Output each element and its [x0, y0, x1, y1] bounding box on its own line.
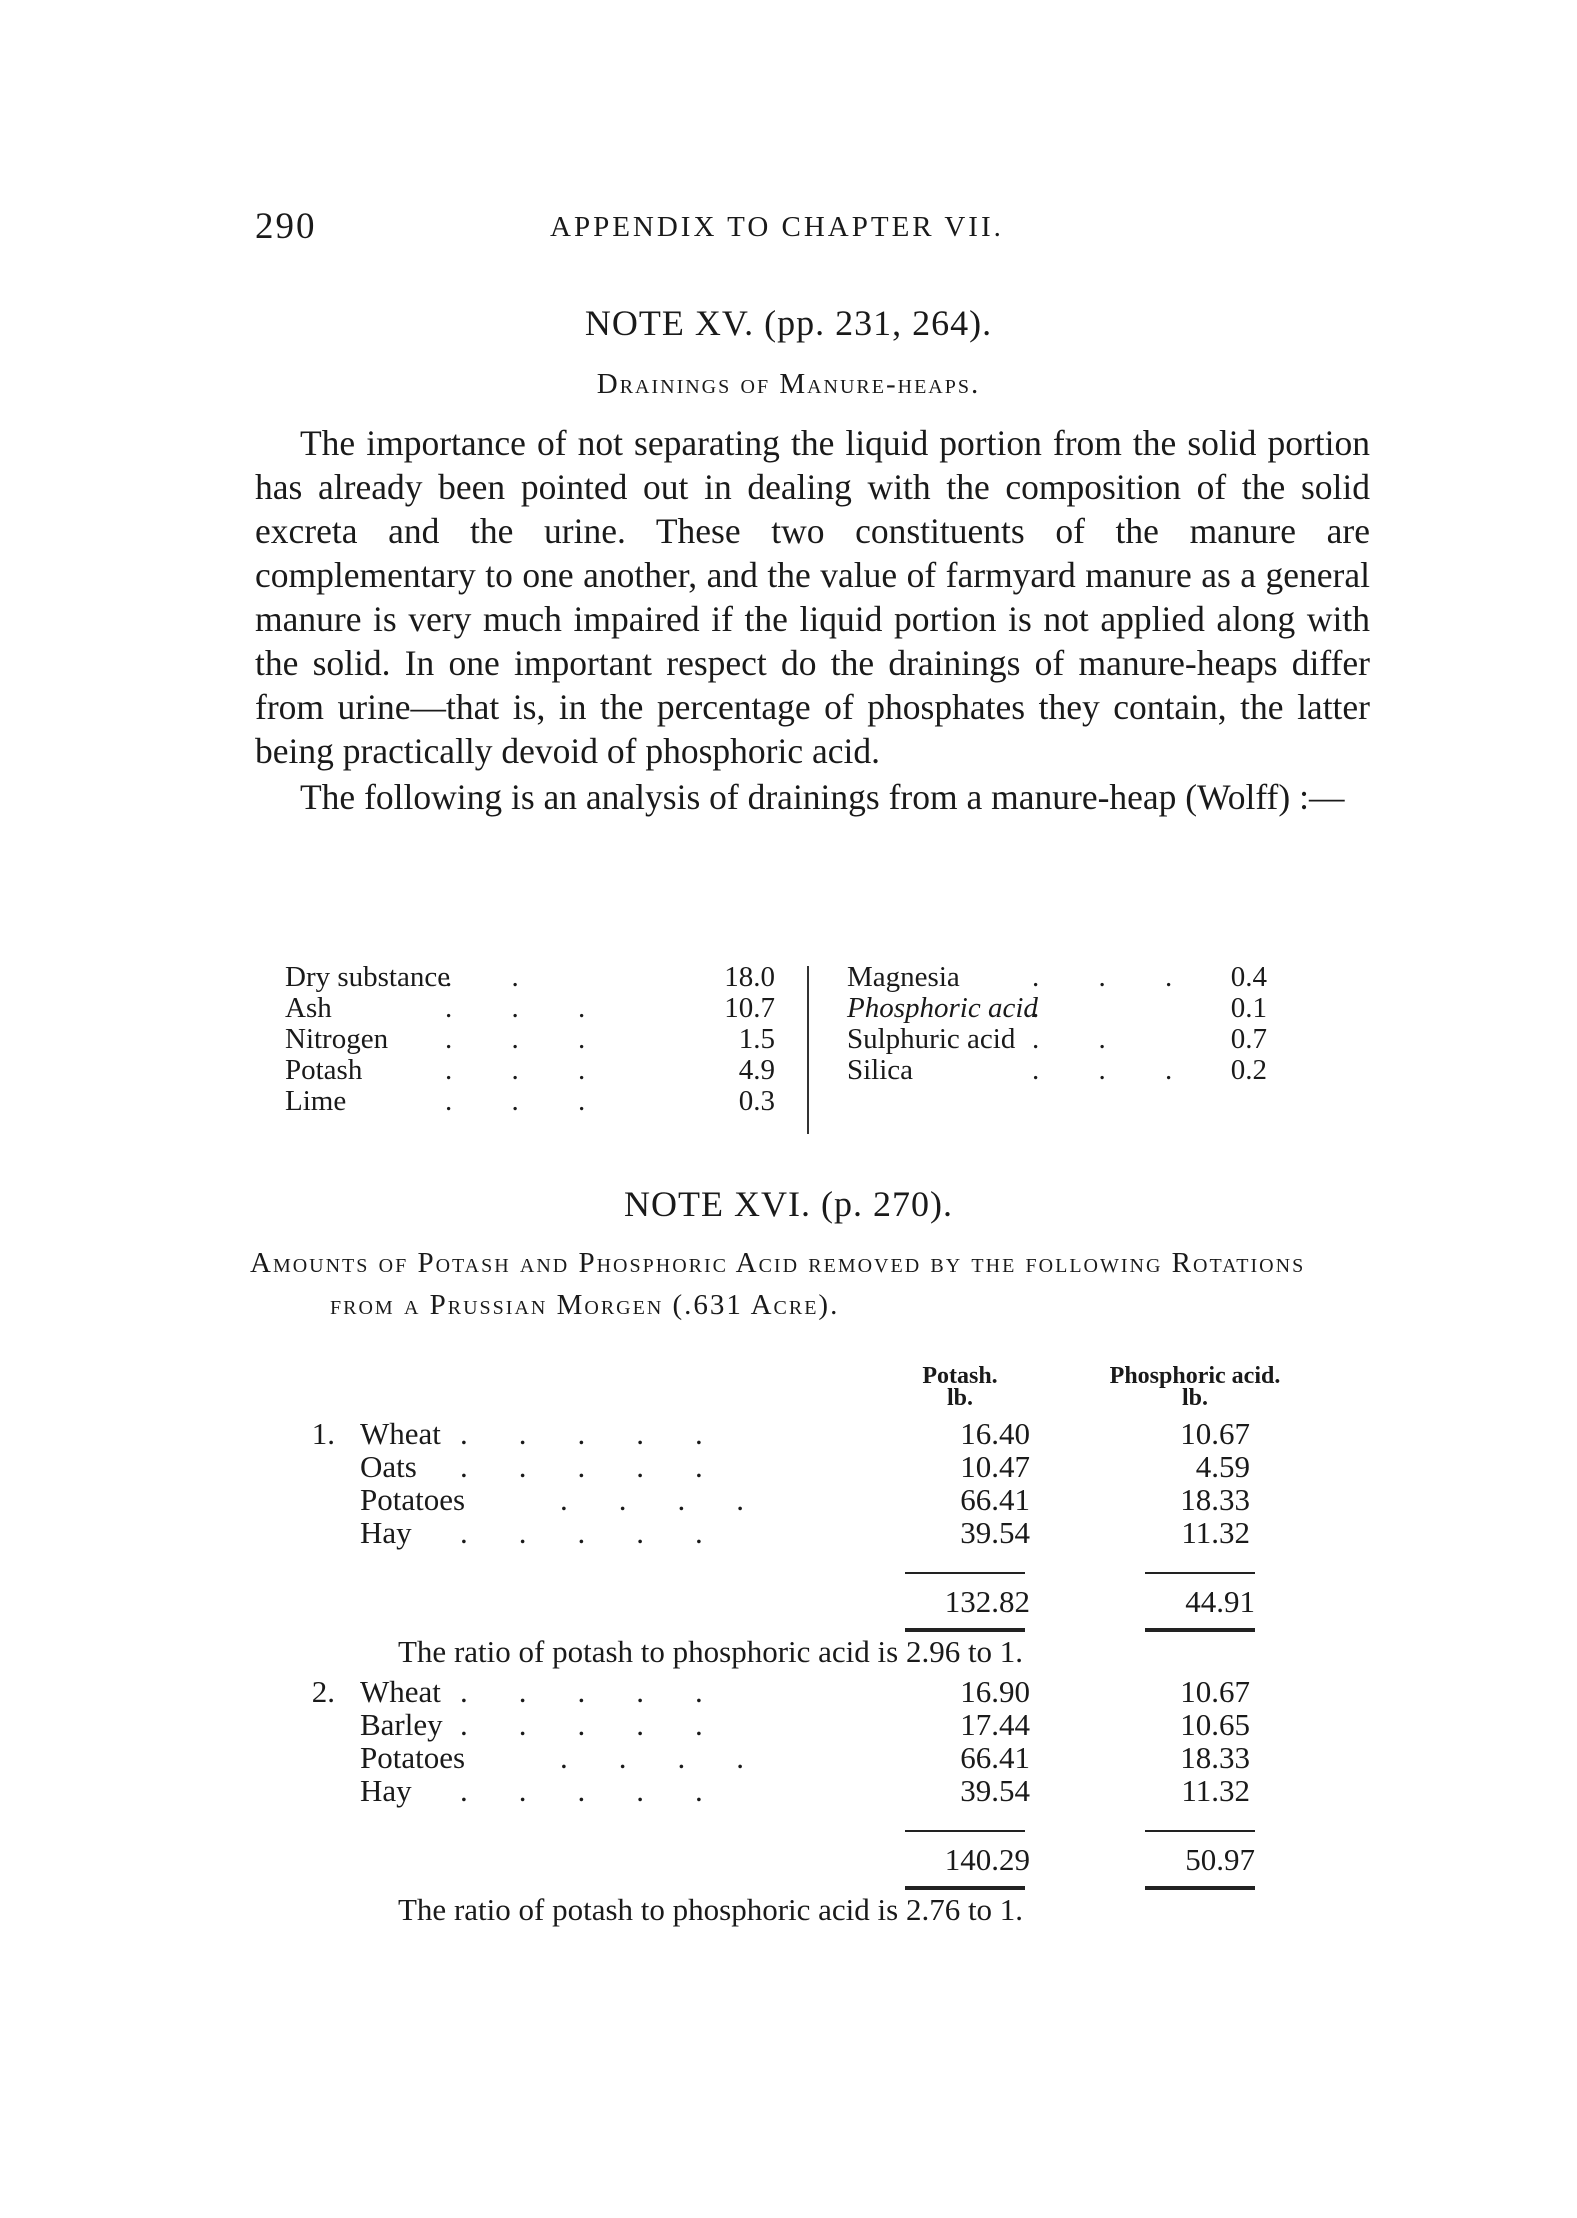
crop-name: Barley — [360, 1707, 443, 1742]
constituent-value: 10.7 — [724, 992, 775, 1024]
potash-value: 16.40 — [960, 1416, 1030, 1451]
running-head: APPENDIX TO CHAPTER VII. — [550, 211, 1004, 243]
analysis-right-column — [847, 962, 1337, 1086]
column-header-phosphoric-acid — [1070, 1365, 1320, 1409]
constituent-value: 1.5 — [738, 1023, 775, 1055]
phosphoric-acid-value: 11.32 — [1181, 1773, 1250, 1808]
constituent-name: Magnesia — [847, 961, 960, 993]
total-phosphoric-acid: 50.97 — [1185, 1842, 1255, 1877]
constituent-value: 0.1 — [1230, 992, 1267, 1024]
analysis-row — [285, 1086, 775, 1117]
table-row — [305, 1483, 1305, 1516]
rotation-number: 1. — [311, 1416, 335, 1451]
phosphoric-acid-value: 11.32 — [1181, 1515, 1250, 1550]
leader-dots: ..... — [460, 1515, 754, 1550]
potash-value: 66.41 — [960, 1482, 1030, 1517]
crop-name: Potatoes — [360, 1482, 466, 1517]
page-number: 290 — [255, 206, 317, 247]
potash-value: 16.90 — [960, 1674, 1030, 1709]
total-rule — [905, 1886, 1025, 1890]
analysis-row — [285, 1055, 775, 1086]
crop-name: Wheat — [360, 1416, 441, 1451]
leader-dots: . . . — [445, 1085, 612, 1117]
constituent-value: 0.2 — [1230, 1054, 1267, 1086]
column-unit: lb. — [946, 1385, 973, 1411]
leader-dots: ..... — [460, 1416, 754, 1451]
constituent-name: Dry substance — [285, 961, 451, 993]
paragraph: The following is an analysis of drainings from a manure-heap (Wolff) :— — [300, 777, 1345, 817]
sum-rule — [1145, 1572, 1255, 1574]
leader-dots: . . . — [445, 1054, 612, 1086]
page-header — [255, 205, 1375, 250]
table-row — [305, 1675, 1305, 1708]
leader-dots: . . — [1032, 1023, 1132, 1055]
sum-rule — [905, 1572, 1025, 1574]
analysis-row — [285, 1024, 775, 1055]
constituent-name: Potash — [285, 1054, 363, 1086]
table-row — [305, 1417, 1305, 1450]
rotation-1-table — [305, 1417, 1305, 1549]
constituent-name: Phosphoric acid — [847, 992, 1038, 1024]
leader-dots: . . — [445, 961, 545, 993]
leader-dots: .... — [560, 1482, 795, 1517]
table-row — [305, 1774, 1305, 1807]
crop-name: Hay — [360, 1515, 412, 1550]
table-row — [305, 1450, 1305, 1483]
leader-dots: . . . — [445, 992, 612, 1024]
analysis-row — [847, 993, 1337, 1024]
total-rule — [1145, 1628, 1255, 1632]
total-rule — [1145, 1886, 1255, 1890]
analysis-row — [847, 1024, 1337, 1055]
phosphoric-acid-value: 10.67 — [1180, 1416, 1250, 1451]
phosphoric-acid-value: 18.33 — [1180, 1740, 1250, 1775]
potash-value: 17.44 — [960, 1707, 1030, 1742]
crop-name: Oats — [360, 1449, 417, 1484]
analysis-row — [847, 962, 1337, 993]
crop-name: Hay — [360, 1773, 412, 1808]
analysis-row — [285, 962, 775, 993]
sum-rule — [905, 1830, 1025, 1832]
leader-dots: . — [1032, 992, 1066, 1024]
note-16-heading: NOTE XVI. (p. 270). — [624, 1184, 953, 1224]
column-header-label: Potash. — [922, 1363, 998, 1389]
table-row — [305, 1708, 1305, 1741]
total-rule — [905, 1628, 1025, 1632]
leader-dots: ..... — [460, 1674, 754, 1709]
total-potash: 140.29 — [944, 1842, 1030, 1877]
crop-name: Potatoes — [360, 1740, 466, 1775]
phosphoric-acid-value: 18.33 — [1180, 1482, 1250, 1517]
constituent-name: Lime — [285, 1085, 347, 1117]
constituent-value: 18.0 — [724, 961, 775, 993]
constituent-name: Ash — [285, 992, 332, 1024]
leader-dots: . . . — [445, 1023, 612, 1055]
potash-value: 66.41 — [960, 1740, 1030, 1775]
leader-dots: .... — [560, 1740, 795, 1775]
constituent-value: 4.9 — [738, 1054, 775, 1086]
column-header-label: Phosphoric acid. — [1109, 1363, 1281, 1389]
analysis-row — [285, 993, 775, 1024]
phosphoric-acid-value: 10.65 — [1180, 1707, 1250, 1742]
constituent-name: Silica — [847, 1054, 914, 1086]
constituent-value: 0.4 — [1230, 961, 1267, 993]
rotation-number: 2. — [311, 1674, 335, 1709]
column-header-potash — [880, 1365, 1040, 1409]
potash-value: 39.54 — [960, 1773, 1030, 1808]
constituent-name: Sulphuric acid — [847, 1023, 1016, 1055]
analysis-left-column — [285, 962, 775, 1117]
table-row — [305, 1741, 1305, 1774]
potash-value: 39.54 — [960, 1515, 1030, 1550]
leader-dots: ..... — [460, 1449, 754, 1484]
column-unit: lb. — [1181, 1385, 1208, 1411]
leader-dots: . . . — [1032, 961, 1199, 993]
leader-dots: ..... — [460, 1773, 754, 1808]
column-divider — [807, 966, 809, 1134]
note-16-caption: Amounts of Potash and Phosphoric Acid removed by the following Rotations from a Prussian Morgen (.631 Acre). — [250, 1247, 1306, 1321]
ratio-statement: The ratio of potash to phosphoric acid is 2.76 to 1. — [398, 1892, 1024, 1927]
sum-rule — [1145, 1830, 1255, 1832]
potash-value: 10.47 — [960, 1449, 1030, 1484]
total-phosphoric-acid: 44.91 — [1185, 1584, 1255, 1619]
leader-dots: ..... — [460, 1707, 754, 1742]
phosphoric-acid-value: 10.67 — [1180, 1674, 1250, 1709]
constituent-value: 0.7 — [1230, 1023, 1267, 1055]
rotation-2-table — [305, 1675, 1305, 1807]
constituent-value: 0.3 — [738, 1085, 775, 1117]
total-potash: 132.82 — [944, 1584, 1030, 1619]
note-15-heading: NOTE XV. (pp. 231, 264). — [584, 303, 993, 343]
table-row — [305, 1516, 1305, 1549]
ratio-statement: The ratio of potash to phosphoric acid is 2.96 to 1. — [398, 1634, 1024, 1669]
phosphoric-acid-value: 4.59 — [1195, 1449, 1250, 1484]
analysis-row — [847, 1055, 1337, 1086]
note-15-subheading: Drainings of Manure-heaps. — [596, 368, 981, 400]
leader-dots: . . . — [1032, 1054, 1199, 1086]
crop-name: Wheat — [360, 1674, 441, 1709]
note-15-body — [255, 421, 1370, 819]
paragraph: The importance of not separating the liquid portion from the solid portion has already been pointed out in dealing with the composition of the solid excreta and the urine. These two constituents of the manure are complementary to one another, and the value of farmyard manure as a general manure is very much impaired if the liquid portion is not applied along with the solid. In one important respect do the drainings of manure-heaps differ from urine—that is, in the percentage of phosphates they contain, the latter being practically devoid of phosphoric acid. — [255, 423, 1370, 771]
constituent-name: Nitrogen — [285, 1023, 389, 1055]
